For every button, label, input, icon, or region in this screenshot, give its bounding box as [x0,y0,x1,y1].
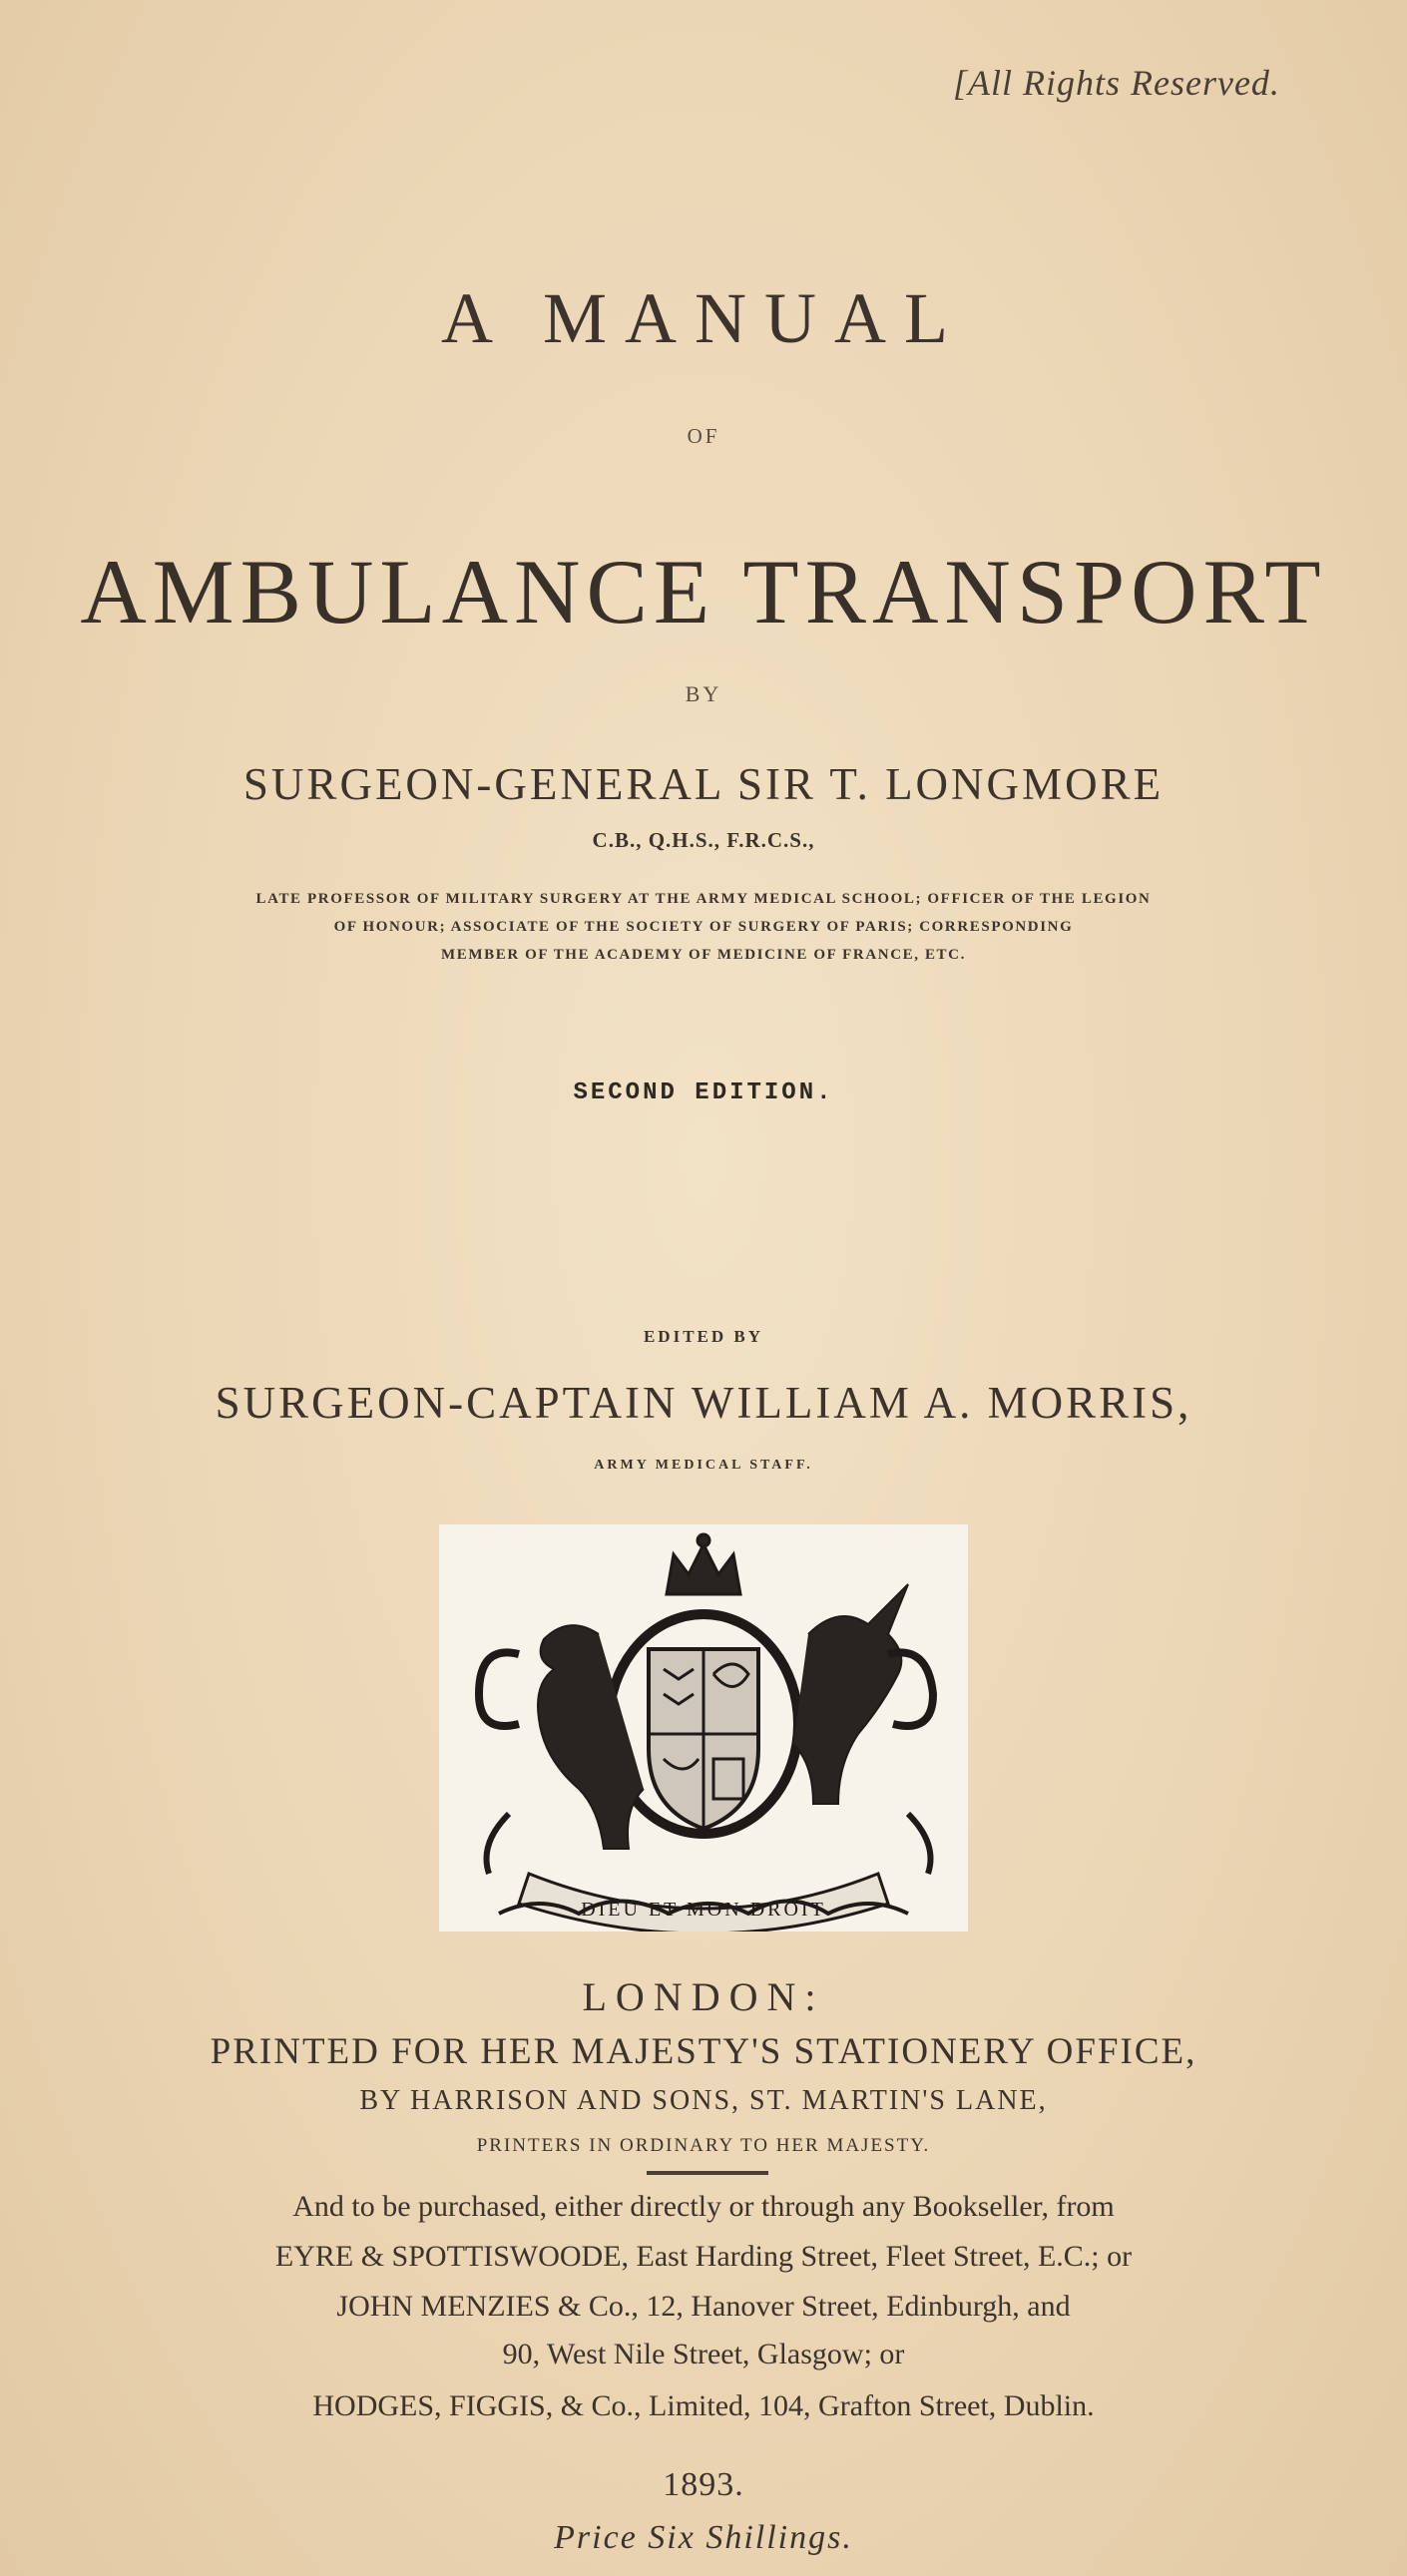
royal-coat-of-arms-icon [439,1524,968,1932]
author-description-line: MEMBER OF THE ACADEMY OF MEDICINE OF FRANCE, ETC. [441,947,966,963]
title-line-ambulance-transport: AMBULANCE TRANSPORT [80,541,1327,643]
rights-notice: [All Rights Reserved. [953,63,1280,103]
author-name: SURGEON-GENERAL SIR T. LONGMORE [242,759,1165,809]
price-label: Price Six Shillings. [554,2519,853,2556]
author-description-line: LATE PROFESSOR OF MILITARY SURGERY AT THE ARMY MEDICAL SCHOOL; OFFICER OF THE LEGION [255,891,1152,907]
sellers-line: JOHN MENZIES & Co., 12, Hanover Street, Edinburgh, and [336,2290,1071,2323]
imprint-printer: BY HARRISON AND SONS, ST. MARTIN'S LANE, [359,2085,1048,2116]
sellers-line: HODGES, FIGGIS, & Co., Limited, 104, Grafton Street, Dublin. [312,2389,1095,2422]
title-line-manual: A MANUAL [440,278,966,358]
imprint-city: LONDON: [582,1974,825,2019]
edited-by-label: EDITED BY [643,1327,764,1346]
title-of: OF [687,424,720,448]
author-description-line: OF HONOUR; ASSOCIATE OF THE SOCIETY OF SURGERY OF PARIS; CORRESPONDING [333,919,1074,935]
edition-label: SECOND EDITION. [573,1079,834,1106]
editor-name: SURGEON-CAPTAIN WILLIAM A. MORRIS, [215,1378,1192,1428]
sellers-line: 90, West Nile Street, Glasgow; or [502,2338,905,2370]
publication-year: 1893. [663,2466,744,2503]
imprint-printed-for: PRINTED FOR HER MAJESTY'S STATIONERY OFFICE, [210,2031,1197,2072]
sellers-line: EYRE & SPOTTISWOODE, East Harding Street, Fleet Street, E.C.; or [274,2240,1133,2273]
author-qualifications: C.B., Q.H.S., F.R.C.S., [592,828,815,852]
author-by: BY [685,681,722,706]
editor-affiliation: ARMY MEDICAL STAFF. [594,1458,813,1473]
sellers-line: And to be purchased, either directly or through any Bookseller, from [292,2190,1115,2223]
coat-of-arms-motto: DIEU ET MON DROIT [581,1899,826,1921]
imprint-printer-role: PRINTERS IN ORDINARY TO HER MAJESTY. [476,2135,931,2156]
divider-rule [647,2171,768,2175]
